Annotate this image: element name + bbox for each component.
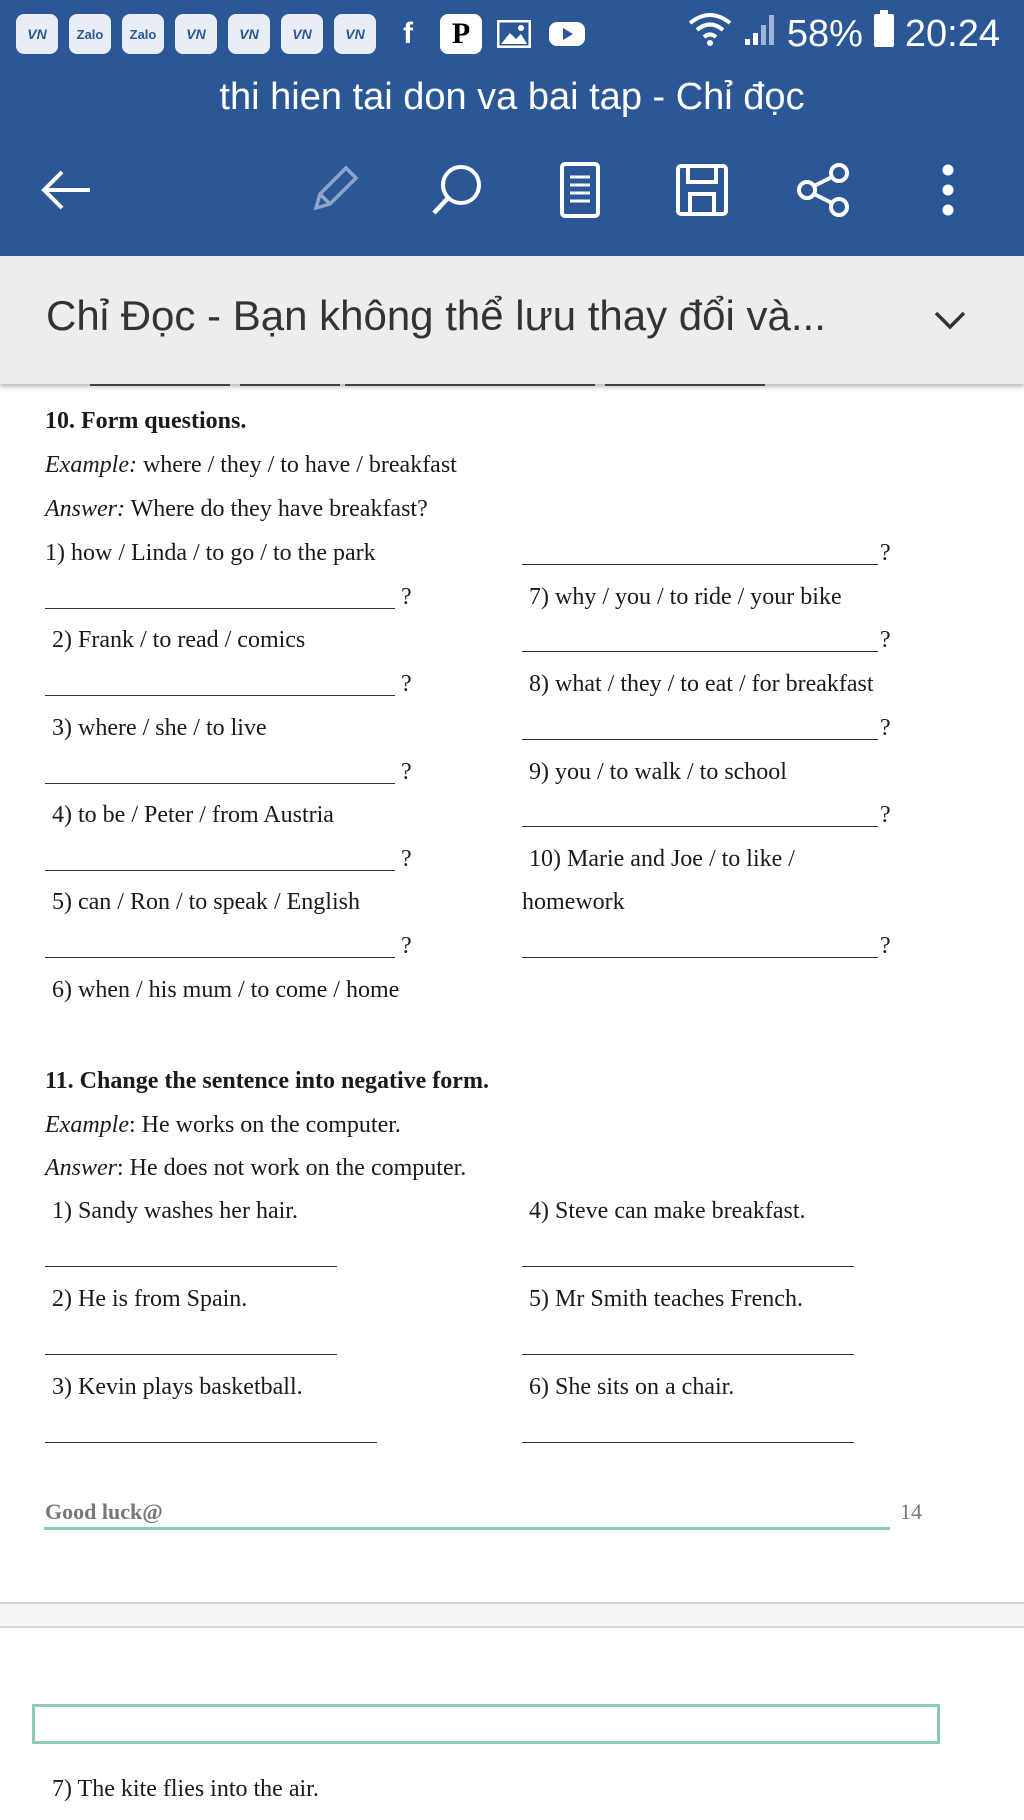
page-break [0,1602,1024,1628]
cut-off-blank [605,384,765,386]
edit-button[interactable] [302,158,366,222]
ex10-item-7: 7) why / you / to ride / your bike [529,584,842,610]
ex10-item-10-continued: homework [522,889,625,915]
search-icon [429,161,487,219]
ex11-item-1: 1) Sandy washes her hair. [52,1198,298,1224]
back-arrow-icon [38,168,94,212]
ex10-item-2: 2) Frank / to read / comics [52,627,306,653]
exercise-10-example: Example: where / they / to have / breakfast [45,452,457,478]
question-mark: ? [401,671,412,697]
pencil-icon [306,162,362,218]
footer-rule [44,1527,890,1530]
page-footer-text: Good luck@ [45,1499,163,1524]
answer-blank[interactable] [45,870,395,871]
p-app-icon: P [440,14,482,54]
answer-blank[interactable] [45,957,395,958]
answer-blank[interactable] [522,651,878,652]
cut-off-blank [90,384,230,386]
cut-off-blank [345,384,595,386]
ex11-item-6: 6) She sits on a chair. [529,1374,735,1400]
notification-icons [16,14,588,54]
status-right [687,10,1000,58]
reading-view-icon [558,161,602,219]
question-mark: ? [880,802,891,828]
page-number: 14 [900,1499,922,1524]
question-mark: ? [401,933,412,959]
ex10-item-4: 4) to be / Peter / from Austria [52,802,334,828]
page-header-box [32,1704,940,1744]
question-mark: ? [880,933,891,959]
share-button[interactable] [792,158,856,222]
answer-blank[interactable] [45,1354,337,1355]
answer-blank[interactable] [45,695,395,696]
answer-blank[interactable] [45,783,395,784]
answer-blank[interactable] [522,739,878,740]
gallery-icon [493,14,535,54]
save-button[interactable] [670,158,734,222]
zalo-icon: Zalo [122,14,164,54]
cut-off-blank [240,384,340,386]
status-bar [0,0,1024,72]
exercise-11-answer: Answer: He does not work on the computer. [45,1155,467,1181]
ex10-item-6: 6) when / his mum / to come / home [52,977,400,1003]
battery-icon [873,10,895,58]
read-only-banner[interactable] [0,256,1024,384]
document-page[interactable] [0,384,1024,1820]
answer-blank[interactable] [522,1442,854,1443]
clock: 20:24 [904,12,1000,55]
vn-news-icon: VN [16,14,58,54]
document-title: thi hien tai don va bai tap - Chỉ đọc [219,76,805,118]
ex11-item-7: 7) The kite flies into the air. [52,1776,319,1802]
chevron-down-icon[interactable] [926,296,974,344]
wifi-icon [687,11,733,57]
back-button[interactable] [34,158,98,222]
answer-blank[interactable] [45,1442,377,1443]
answer-blank[interactable] [45,608,395,609]
ex10-item-1: 1) how / Linda / to go / to the park [45,540,376,566]
ex11-item-5: 5) Mr Smith teaches French. [529,1286,803,1312]
question-mark: ? [401,759,412,785]
ex11-item-3: 3) Kevin plays basketball. [52,1374,303,1400]
search-button[interactable] [426,158,490,222]
zalo-icon: Zalo [69,14,111,54]
vn-news-icon: VN [175,14,217,54]
ex10-item-3: 3) where / she / to live [52,715,267,741]
exercise-11-heading: 11. Change the sentence into negative form. [45,1068,489,1094]
signal-icon [743,11,777,57]
answer-blank[interactable] [522,1266,854,1267]
exercise-10-heading: 10. Form questions. [45,408,247,434]
reading-view-button[interactable] [548,158,612,222]
question-mark: ? [401,584,412,610]
more-options-button[interactable] [916,158,980,222]
question-mark: ? [880,715,891,741]
ex10-item-10: 10) Marie and Joe / to like / [529,846,795,872]
youtube-icon [546,14,588,54]
ex10-item-9: 9) you / to walk / to school [529,759,787,785]
question-mark: ? [880,540,891,566]
question-mark: ? [880,627,891,653]
vn-news-icon: VN [334,14,376,54]
answer-blank[interactable] [45,1266,337,1267]
question-mark: ? [401,846,412,872]
ex11-item-2: 2) He is from Spain. [52,1286,248,1312]
answer-blank[interactable] [522,826,878,827]
ex11-item-4: 4) Steve can make breakfast. [529,1198,806,1224]
facebook-icon: f [403,17,413,50]
save-icon [674,162,730,218]
share-icon [795,161,853,219]
exercise-11-example: Example: He works on the computer. [45,1112,401,1138]
more-options-icon [938,162,958,218]
battery-percentage: 58% [786,12,863,55]
read-only-message: Chỉ Đọc - Bạn không thể lưu thay đổi và... [46,292,826,339]
exercise-10-answer: Answer: Where do they have breakfast? [45,496,428,522]
app-bar [0,72,1024,256]
vn-news-icon: VN [228,14,270,54]
answer-blank[interactable] [522,957,878,958]
answer-blank[interactable] [522,564,878,565]
ex10-item-8: 8) what / they / to eat / for breakfast [529,671,874,697]
vn-news-icon: VN [281,14,323,54]
answer-blank[interactable] [522,1354,854,1355]
ex10-item-5: 5) can / Ron / to speak / English [52,889,360,915]
